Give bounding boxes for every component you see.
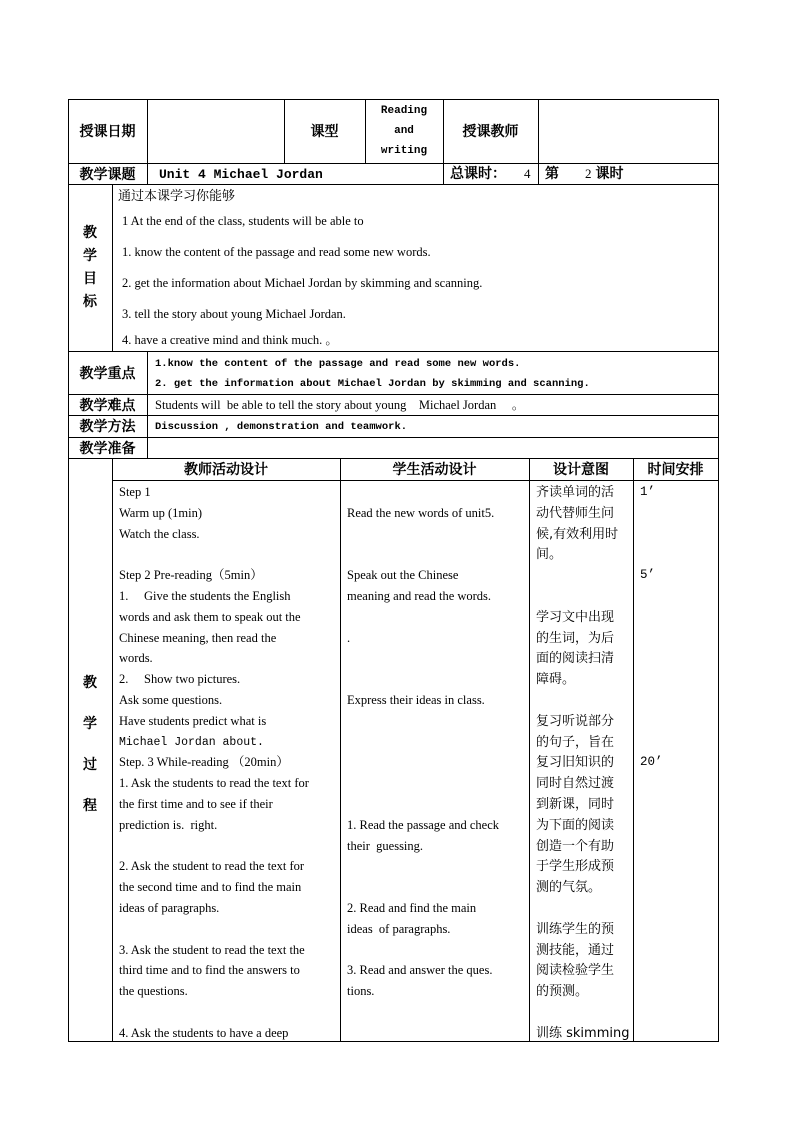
student-line: 1. Read the passage and check	[347, 817, 500, 832]
teacher-line: Ask some questions.	[119, 692, 223, 707]
student-line: ideas of paragraphs.	[347, 921, 451, 936]
time-header: 时间安排	[647, 462, 704, 478]
grid-line	[538, 163, 539, 184]
intent-line: 的生词，为后	[536, 630, 615, 646]
objectives-line: 3. tell the story about young Michael Jordan.	[122, 307, 346, 321]
teacher-line: Michael Jordan about.	[119, 735, 264, 749]
grid-line	[718, 99, 719, 1042]
student-line	[347, 732, 529, 753]
intent-line: 的预测。	[536, 984, 589, 1000]
teacher-line: Step 2 Pre-reading（5min）	[119, 568, 263, 583]
methods-value: Discussion , demonstration and teamwork.	[155, 421, 408, 433]
teacher-line: 2. Ask the student to read the text for	[119, 859, 305, 874]
student-line	[347, 794, 529, 815]
teacher-line	[119, 919, 339, 940]
intent-line: 测的气氛。	[536, 880, 602, 896]
teacher-line: Watch the class.	[119, 526, 200, 541]
student-activity-column	[347, 482, 529, 1040]
intent-line: 阅读检验学生	[536, 963, 615, 979]
total-hours-value: 4	[524, 166, 531, 181]
period-prefix: 第	[545, 166, 559, 182]
student-activity-header: 学生活动设计	[392, 462, 477, 478]
teacher-line: 3. Ask the student to read the text the	[119, 942, 305, 957]
period-value: 2	[585, 166, 592, 181]
teacher-activity-header: 教师活动设计	[184, 462, 268, 478]
teacher-line: 1. Ask the students to read the text for	[119, 776, 309, 791]
student-line	[347, 524, 529, 545]
intent-line: 间。	[536, 547, 563, 563]
intent-line: 测技能，通过	[536, 942, 615, 958]
lesson-type-value	[365, 99, 443, 163]
time-value: 5’	[640, 568, 656, 582]
teacher-line: Chinese meaning, then read the	[119, 630, 277, 645]
lesson-type-label: 课型	[310, 124, 339, 140]
intent-line	[536, 565, 632, 586]
total-hours	[450, 163, 536, 184]
intent-line: 为下面的阅读	[536, 817, 615, 833]
teacher-activity-column	[119, 482, 339, 1040]
teacher-line: Step. 3 While-reading （20min）	[119, 755, 289, 770]
teacher-line: words.	[119, 651, 153, 666]
objectives-label	[68, 184, 112, 351]
methods-label: 教学方法	[79, 419, 136, 435]
process-label-char: 教	[83, 675, 97, 691]
student-line	[347, 940, 529, 961]
grid-line	[112, 458, 113, 1041]
process-label-char: 过	[83, 757, 97, 773]
period-suffix: 课时	[595, 166, 624, 182]
date-label: 授课日期	[79, 124, 136, 140]
student-line: Express their ideas in class.	[347, 692, 485, 707]
intent-line: 障碍。	[536, 672, 576, 688]
teacher-line: prediction is. right.	[119, 817, 218, 832]
student-line	[347, 856, 529, 877]
intent-line: 动代替师生问	[536, 505, 615, 521]
intent-line: 面的阅读扫清	[536, 651, 615, 667]
grid-line	[147, 163, 148, 184]
teacher-line: third time and to find the answers to	[119, 963, 300, 978]
grid-line	[68, 351, 719, 352]
student-line	[347, 773, 529, 794]
intent-line	[536, 898, 632, 919]
grid-line	[633, 458, 634, 1041]
student-line	[347, 752, 529, 773]
process-label	[68, 660, 112, 830]
intent-line: 训练学生的预	[536, 921, 615, 937]
time-value: 20’	[640, 755, 663, 769]
teacher-value	[539, 99, 718, 163]
teacher-label: 授课教师	[462, 124, 519, 140]
key-points-line: 2. get the information about Michael Jordan by skimming and scanning.	[155, 378, 590, 390]
topic-label: 教学课题	[79, 166, 136, 183]
lesson-type-line: Reading	[380, 105, 428, 117]
time-value: 1’	[640, 485, 656, 499]
grid-line	[68, 184, 719, 185]
intent-line: 候,有效利用时	[536, 526, 619, 542]
teacher-line: 2. Show two pictures.	[119, 672, 241, 687]
student-line: tions.	[347, 984, 375, 999]
intent-line: 到新课，同时	[536, 796, 615, 812]
teacher-line: Step 1	[119, 485, 151, 499]
intent-line	[536, 690, 632, 711]
student-line: 3. Read and answer the ques.	[347, 963, 493, 978]
grid-line	[529, 458, 530, 1041]
teacher-line	[119, 1002, 339, 1023]
student-line	[347, 877, 529, 898]
objectives-line: 1 At the end of the class, students will be able to	[122, 214, 364, 228]
topic-value: Unit 4 Michael Jordan	[159, 167, 323, 182]
lesson-type-line: and	[394, 125, 414, 137]
teacher-line: Warm up (1min)	[119, 505, 203, 520]
objectives-label-char: 标	[83, 293, 97, 310]
difficulties-label: 教学难点	[79, 397, 136, 414]
intent-line: 于学生形成预	[536, 859, 615, 875]
intent-line	[536, 586, 632, 607]
lesson-type-line: writing	[380, 145, 428, 157]
teacher-line: the first time and to see if their	[119, 796, 273, 811]
grid-line	[112, 184, 113, 351]
teacher-line	[119, 836, 339, 857]
objectives-line: 4. have a creative mind and think much. 。	[122, 333, 338, 347]
student-line: their guessing.	[347, 838, 424, 853]
intent-line: 复习听说部分	[536, 713, 615, 729]
grid-line	[340, 458, 341, 1041]
preparation-value	[148, 437, 718, 458]
teacher-line: the second time and to find the main	[119, 880, 302, 895]
student-line: meaning and read the words.	[347, 588, 492, 603]
key-points-line: 1.know the content of the passage and read some new words.	[155, 358, 521, 370]
student-line: Speak out the Chinese	[347, 568, 459, 583]
grid-line	[443, 163, 444, 184]
student-line: 2. Read and find the main	[347, 900, 477, 915]
intent-line: 学习文中出现	[536, 609, 615, 625]
teacher-line: ideas of paragraphs.	[119, 900, 220, 915]
student-line: Read the new words of unit5.	[347, 505, 495, 520]
objectives-intro: 通过本课学习你能够	[118, 189, 236, 204]
teacher-line: Have students predict what is	[119, 713, 267, 728]
process-label-char: 学	[83, 716, 97, 732]
student-line	[347, 544, 529, 565]
intent-line: 同时自然过渡	[536, 776, 615, 792]
objectives-label-char: 目	[83, 270, 97, 287]
process-label-char: 程	[83, 798, 97, 814]
student-line	[347, 482, 529, 503]
difficulties-value: Students will be able to tell the story about young Michael Jordan 。	[155, 398, 525, 412]
student-line	[347, 669, 529, 690]
grid-line	[68, 1041, 719, 1042]
grid-line	[112, 480, 719, 481]
teacher-line: words and ask them to speak out the	[119, 609, 301, 624]
student-line	[347, 607, 529, 628]
intent-line: 创造一个有助	[536, 838, 615, 854]
design-intent-column	[536, 482, 632, 1040]
date-value	[148, 99, 284, 163]
objectives-line: 1. know the content of the passage and read some new words.	[122, 245, 431, 259]
teacher-line: 1. Give the students the English	[119, 588, 291, 603]
preparation-label: 教学准备	[79, 440, 136, 457]
teacher-line: 4. Ask the students to have a deep	[119, 1025, 289, 1040]
key-points-label: 教学重点	[79, 365, 136, 382]
intent-line: 的句子，旨在	[536, 734, 615, 750]
intent-line: 复习旧知识的	[536, 755, 615, 771]
teacher-line	[119, 544, 339, 565]
objectives-line: 2. get the information about Michael Jordan by skimming and scanning.	[122, 276, 483, 290]
student-line	[347, 711, 529, 732]
intent-line: 训练 skimming	[536, 1025, 630, 1040]
intent-line	[536, 1002, 632, 1023]
teacher-line: the questions.	[119, 984, 188, 999]
total-hours-label: 总课时：	[450, 166, 506, 182]
student-line	[347, 648, 529, 669]
design-intent-header: 设计意图	[553, 462, 609, 478]
student-line: .	[347, 630, 351, 645]
period-number	[545, 163, 715, 184]
objectives-label-char: 学	[83, 247, 97, 264]
objectives-label-char: 教	[83, 224, 97, 241]
intent-line: 齐读单词的活	[536, 485, 615, 500]
